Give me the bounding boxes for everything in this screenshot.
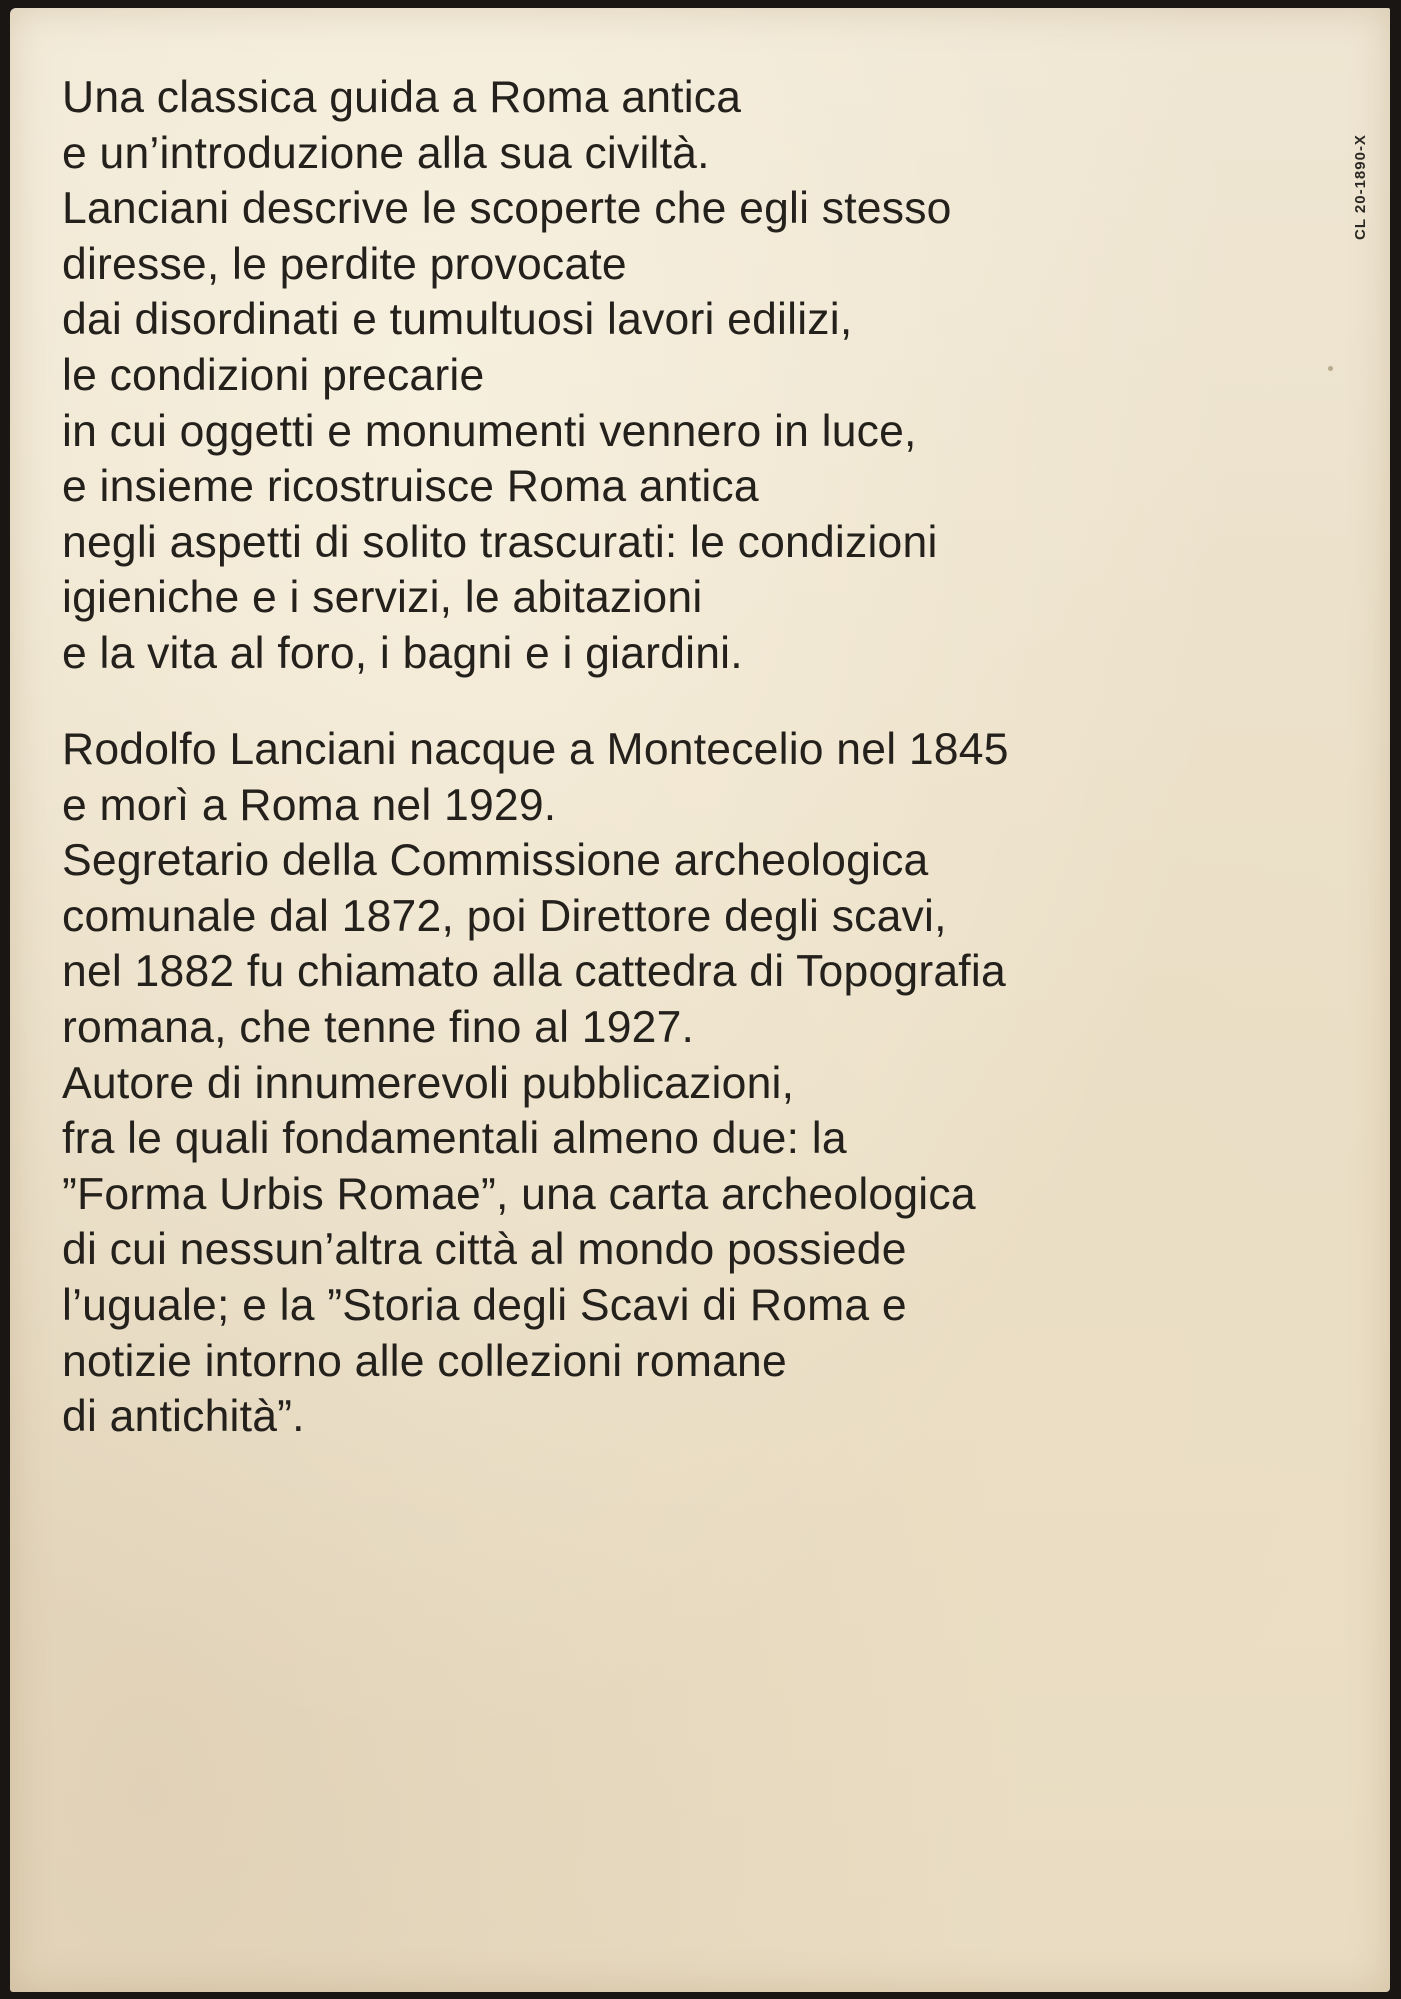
text-line: fra le quali fondamentali almeno due: la bbox=[62, 1114, 847, 1164]
text-line: diresse, le perdite provocate bbox=[62, 239, 627, 289]
text-line: l’uguale; e la ”Storia degli Scavi di Roma e bbox=[62, 1280, 907, 1330]
text-line: di cui nessun’altra città al mondo possiede bbox=[62, 1225, 907, 1275]
text-line: ”Forma Urbis Romae”, una carta archeologica bbox=[62, 1169, 976, 1219]
text-line: Rodolfo Lanciani nacque a Montecelio nel 1845 bbox=[62, 725, 1009, 774]
text-line: di antichità”. bbox=[62, 1392, 305, 1442]
book-back-cover bbox=[10, 8, 1390, 1992]
text-line: Lanciani descrive le scoperte che egli stesso bbox=[62, 184, 952, 234]
text-line: romana, che tenne fino al 1927. bbox=[62, 1002, 695, 1052]
text-line: dai disordinati e tumultuosi lavori edilizi, bbox=[62, 295, 853, 345]
catalog-code: CL 20-1890-X bbox=[1352, 134, 1369, 240]
text-line: notizie intorno alle collezioni romane bbox=[62, 1336, 787, 1386]
text-line: negli aspetti di solito trascurati: le condizioni bbox=[62, 517, 938, 567]
text-line: Segretario della Commissione archeologica bbox=[62, 836, 929, 886]
text-line: Autore di innumerevoli pubblicazioni, bbox=[62, 1058, 795, 1108]
book-description-paragraph bbox=[62, 70, 1322, 682]
text-line: in cui oggetti e monumenti vennero in luce, bbox=[62, 406, 917, 456]
text-line: e la vita al foro, i bagni e i giardini. bbox=[62, 628, 743, 678]
text-line: nel 1882 fu chiamato alla cattedra di Topografia bbox=[62, 947, 1006, 997]
text-line: Una classica guida a Roma antica bbox=[62, 73, 742, 122]
paper-speck bbox=[1328, 366, 1333, 371]
author-biography-paragraph bbox=[62, 722, 1322, 1445]
text-line: e insieme ricostruisce Roma antica bbox=[62, 462, 759, 512]
text-line: igieniche e i servizi, le abitazioni bbox=[62, 573, 703, 623]
text-line: le condizioni precarie bbox=[62, 350, 485, 400]
text-line: comunale dal 1872, poi Direttore degli scavi, bbox=[62, 891, 947, 941]
text-line: e un’introduzione alla sua civiltà. bbox=[62, 128, 710, 178]
text-line: e morì a Roma nel 1929. bbox=[62, 780, 557, 830]
